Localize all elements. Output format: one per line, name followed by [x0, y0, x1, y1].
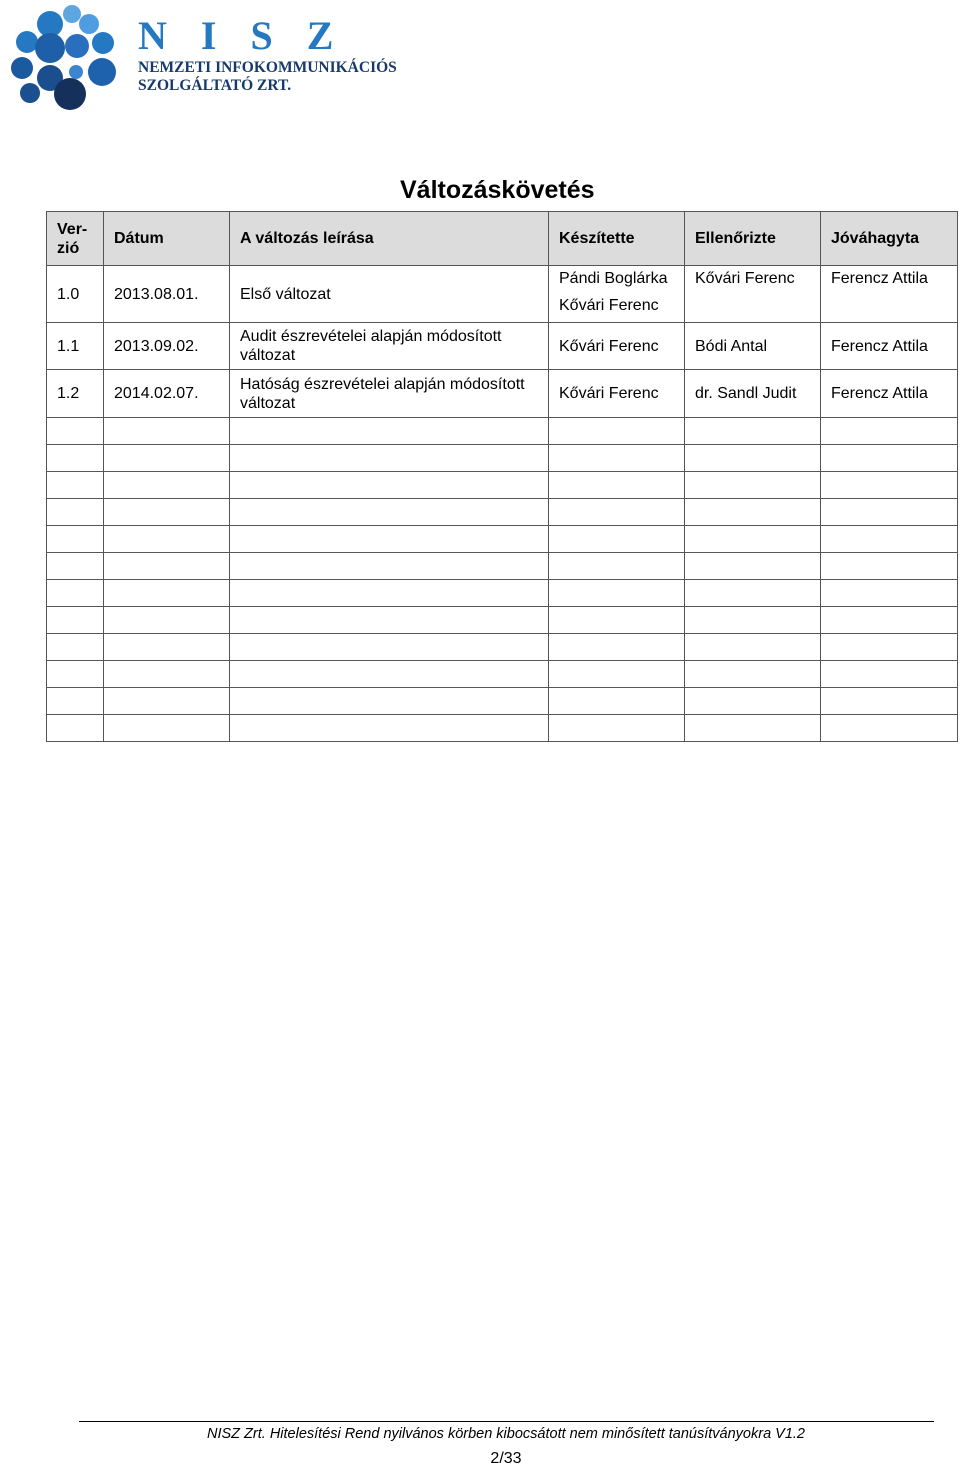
- empty-cell: [549, 661, 685, 688]
- empty-cell: [549, 472, 685, 499]
- empty-cell: [104, 715, 230, 742]
- empty-cell: [47, 553, 104, 580]
- empty-cell: [685, 499, 821, 526]
- empty-cell: [47, 418, 104, 445]
- empty-cell: [230, 499, 549, 526]
- empty-cell: [821, 634, 958, 661]
- empty-cell: [685, 445, 821, 472]
- header-leiras: A változás leírása: [230, 212, 549, 266]
- empty-cell: [230, 688, 549, 715]
- cell-datum: 2013.09.02.: [104, 323, 230, 370]
- empty-table-row: [47, 607, 958, 634]
- empty-table-row: [47, 688, 958, 715]
- empty-cell: [47, 445, 104, 472]
- nisz-logo: [6, 2, 406, 114]
- empty-cell: [230, 715, 549, 742]
- cell-ellenorizte: Kővári Ferenc: [685, 266, 821, 323]
- empty-cell: [549, 688, 685, 715]
- empty-cell: [104, 499, 230, 526]
- logo-subtitle-line2: SZOLGÁLTATÓ ZRT.: [138, 77, 292, 94]
- empty-cell: [104, 580, 230, 607]
- empty-table-row: [47, 472, 958, 499]
- empty-cell: [821, 607, 958, 634]
- empty-cell: [104, 472, 230, 499]
- header-jovahagyta: Jóváhagyta: [821, 212, 958, 266]
- empty-table-row: [47, 715, 958, 742]
- empty-cell: [47, 715, 104, 742]
- empty-cell: [821, 688, 958, 715]
- empty-cell: [230, 526, 549, 553]
- empty-cell: [104, 634, 230, 661]
- empty-cell: [685, 418, 821, 445]
- cell-leiras: Audit észrevételei alapján módosított változat: [230, 323, 549, 370]
- cell-keszitette-line2: Kővári Ferenc: [559, 297, 659, 314]
- table-row: [47, 370, 958, 418]
- empty-cell: [549, 445, 685, 472]
- empty-cell: [821, 526, 958, 553]
- empty-cell: [549, 526, 685, 553]
- empty-cell: [230, 607, 549, 634]
- empty-table-row: [47, 445, 958, 472]
- empty-cell: [685, 688, 821, 715]
- header-keszitette: Készítette: [549, 212, 685, 266]
- page-title: Változáskövetés: [400, 176, 595, 204]
- empty-cell: [104, 661, 230, 688]
- empty-cell: [104, 688, 230, 715]
- empty-cell: [685, 661, 821, 688]
- table-row: [47, 323, 958, 370]
- empty-cell: [230, 472, 549, 499]
- empty-cell: [230, 580, 549, 607]
- empty-cell: [47, 472, 104, 499]
- header-verzio-line1: Ver-: [57, 220, 88, 238]
- empty-cell: [685, 526, 821, 553]
- empty-cell: [104, 526, 230, 553]
- empty-cell: [230, 418, 549, 445]
- cell-verzio: 1.1: [47, 323, 104, 370]
- empty-table-row: [47, 526, 958, 553]
- empty-cell: [821, 715, 958, 742]
- cell-datum: 2013.08.01.: [104, 266, 230, 323]
- cell-verzio: 1.0: [47, 266, 104, 323]
- empty-cell: [104, 607, 230, 634]
- empty-cell: [230, 661, 549, 688]
- cell-verzio: 1.2: [47, 370, 104, 418]
- header-ellenorizte: Ellenőrizte: [685, 212, 821, 266]
- empty-cell: [685, 553, 821, 580]
- empty-cell: [104, 445, 230, 472]
- cell-keszitette: Kővári Ferenc: [549, 323, 685, 370]
- empty-cell: [47, 526, 104, 553]
- cell-ellenorizte: dr. Sandl Judit: [685, 370, 821, 418]
- empty-cell: [104, 418, 230, 445]
- empty-cell: [821, 472, 958, 499]
- header-verzio: [47, 212, 104, 266]
- empty-cell: [821, 553, 958, 580]
- empty-cell: [685, 634, 821, 661]
- empty-table-row: [47, 634, 958, 661]
- cell-leiras: Első változat: [230, 266, 549, 323]
- empty-cell: [230, 445, 549, 472]
- cell-jovahagyta: Ferencz Attila: [821, 323, 958, 370]
- empty-cell: [821, 499, 958, 526]
- cell-jovahagyta: Ferencz Attila: [821, 370, 958, 418]
- page-number: 2/33: [490, 1450, 522, 1467]
- empty-cell: [685, 607, 821, 634]
- empty-cell: [549, 607, 685, 634]
- cell-leiras: Hatóság észrevételei alapján módosított változat: [230, 370, 549, 418]
- table-header-row: [47, 212, 958, 266]
- empty-cell: [685, 580, 821, 607]
- empty-table-row: [47, 418, 958, 445]
- logo-wordmark: N I S Z: [138, 13, 346, 58]
- empty-cell: [104, 553, 230, 580]
- table-row: [47, 266, 958, 323]
- empty-cell: [549, 499, 685, 526]
- empty-cell: [549, 418, 685, 445]
- change-log-table: [46, 211, 958, 742]
- cell-keszitette: Kővári Ferenc: [549, 370, 685, 418]
- empty-cell: [821, 418, 958, 445]
- empty-cell: [821, 661, 958, 688]
- empty-cell: [549, 634, 685, 661]
- cell-ellenorizte: Bódi Antal: [685, 323, 821, 370]
- cell-keszitette: [549, 266, 685, 323]
- cell-jovahagyta: Ferencz Attila: [821, 266, 958, 323]
- empty-cell: [47, 607, 104, 634]
- logo-subtitle-line1: NEMZETI INFOKOMMUNIKÁCIÓS: [138, 59, 397, 76]
- cell-keszitette-line1: Pándi Boglárka: [559, 270, 668, 287]
- empty-cell: [47, 688, 104, 715]
- empty-table-row: [47, 553, 958, 580]
- empty-cell: [549, 553, 685, 580]
- empty-table-row: [47, 580, 958, 607]
- footer-divider: [79, 1421, 934, 1422]
- header-datum: Dátum: [104, 212, 230, 266]
- empty-table-row: [47, 499, 958, 526]
- empty-cell: [47, 661, 104, 688]
- empty-cell: [230, 634, 549, 661]
- empty-cell: [47, 499, 104, 526]
- empty-cell: [47, 634, 104, 661]
- empty-cell: [47, 580, 104, 607]
- empty-cell: [821, 445, 958, 472]
- empty-cell: [230, 553, 549, 580]
- empty-cell: [549, 580, 685, 607]
- empty-cell: [821, 580, 958, 607]
- header-verzio-line2: zió: [57, 239, 80, 257]
- nisz-logo-mark-icon: [6, 2, 130, 114]
- footer-text: NISZ Zrt. Hitelesítési Rend nyilvános körben kibocsátott nem minősített tanúsítványokra V1.2: [207, 1426, 805, 1442]
- empty-cell: [685, 472, 821, 499]
- empty-cell: [549, 715, 685, 742]
- empty-cell: [685, 715, 821, 742]
- empty-table-row: [47, 661, 958, 688]
- cell-datum: 2014.02.07.: [104, 370, 230, 418]
